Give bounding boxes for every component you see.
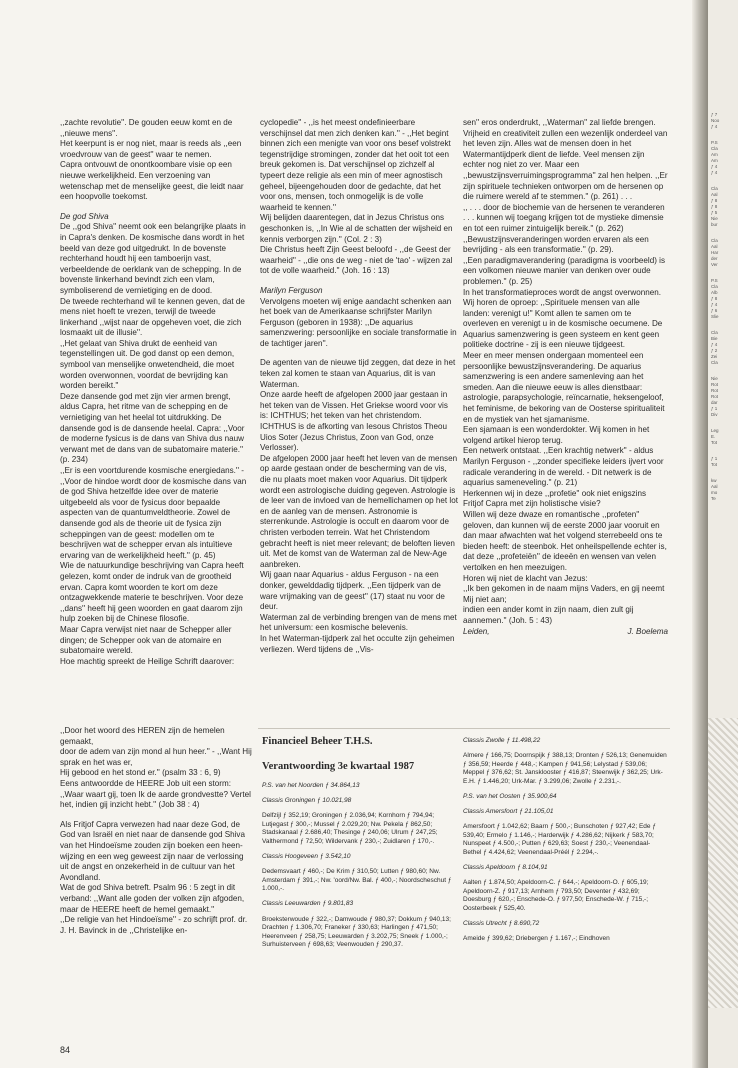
next-page-line: Cla — [711, 238, 718, 243]
next-page-line: Rot — [711, 382, 719, 387]
paragraph: indien een ander komt in zijn naam, dien zult gij aannemen.'' (Joh. 5 : 43) — [463, 605, 634, 625]
classis-heading: P.S. van het Oosten ƒ 35.900,64 — [463, 792, 557, 800]
section-heading: De god Shiva — [60, 211, 109, 221]
paragraph: Wij belijden daarentegen, dat in Jezus Christus ons geschonken is, ,,In Wie al de schatten der wijsheid en kennis verborgen zijn.'' (Col. 2 : 3) — [260, 213, 453, 244]
next-page-line: Rot — [711, 394, 719, 399]
next-page-line: Aal — [711, 192, 718, 197]
next-page-line: Leg — [711, 428, 719, 433]
next-page-line: Nie — [711, 216, 718, 221]
next-page-line: ƒ 2 — [711, 348, 718, 353]
paragraph: ,,Door het woord des HEREN zijn de hemelen gemaakt, — [60, 726, 225, 746]
next-page-line: P.S — [711, 278, 718, 283]
next-page-line: der — [711, 256, 718, 261]
paragraph: Wat de god Shiva betreft. Psalm 96 : 5 zegt in dit verband: ,,Want alle goden der volken zijn afgoden, maar de HEERE heeft de hemel gemaakt.'' — [60, 883, 245, 914]
paragraph: Almere ƒ 166,75; Doornspijk ƒ 388,13; Dronten ƒ 526,13; Genemuiden ƒ 356,59; Heerde ƒ 448,-; Kampen ƒ 941,56; Lelystad ƒ 539,06; Meppel ƒ 376,62; St. Jansklooster ƒ 416,87; Steenwijk ƒ 362,25; Urk-E.H. ƒ 1.446,20; Urk-Mar. ƒ 3.299,06; Zwolle ƒ 2.231,-. — [463, 752, 667, 785]
next-page-line: ƒ 4 — [711, 302, 718, 307]
finance-subtitle: Verantwoording 3e kwartaal 1987 — [262, 761, 415, 772]
finance-left-list — [262, 782, 458, 950]
article-column-1-continued — [60, 726, 252, 936]
paragraph: Een netwerk ontstaat. ,,Een krachtig netwerk'' - aldus Marilyn Ferguson - ,,zonder specifieke leiders ijvert voor radicale verandering in de wereld. - Dit netwerk is de aquarius sameneveling.'' (p. 21) — [463, 446, 664, 488]
next-page-line: Cla — [711, 284, 718, 289]
next-page-line: Tot — [711, 462, 718, 467]
signature-place: Leiden, — [463, 626, 490, 636]
next-page-line: bur — [711, 222, 718, 227]
next-page-line: ƒ 1 — [711, 406, 718, 411]
next-page-line: Nie — [711, 376, 718, 381]
next-page-line: mo — [711, 490, 718, 495]
paragraph: ,,zachte revolutie''. De gouden eeuw komt en de ,,nieuwe mens''. — [60, 118, 233, 138]
next-page-line: Har — [711, 250, 719, 255]
paragraph: Ameide ƒ 399,62; Driebergen ƒ 1.167,-; Eindhoven — [463, 935, 610, 943]
next-page-line: Ver — [711, 262, 718, 267]
next-page-line: Am — [711, 158, 718, 163]
next-page-line: ƒ 4 — [711, 164, 718, 169]
paragraph: Broeksterwoude ƒ 322,-; Damwoude ƒ 980,37; Dokkum ƒ 940,13; Drachten ƒ 1.306,70; Franeker ƒ 330,63; Harlingen ƒ 471,50; Heerenveen ƒ 258,75; Leeuwarden ƒ 3.202,75; Sneek ƒ 1.000,-; Surhuisterveen ƒ 698,63; Veenwouden ƒ 290,37. — [262, 915, 451, 949]
article-column-2 — [260, 118, 458, 655]
paragraph: Delfzijl ƒ 352,19; Groningen ƒ 2.036,94; Kornhorn ƒ 794,94; Lutjegast ƒ 300,-; Mussel ƒ 2.029,20; Nw. Pekela ƒ 862,50; Stadskanaal ƒ 2.686,40; Thesinge ƒ 240,06; Ulrum ƒ 247,25; Valthermond ƒ 72,50; Wildervank ƒ 230,-; Zuidlaren ƒ 170,-. — [262, 812, 438, 845]
next-page-line: ƒ 6 — [711, 308, 718, 313]
next-page-line: ƒ 8 — [711, 198, 718, 203]
next-page-line: ƒ 1 — [711, 456, 718, 461]
article-column-1 — [60, 118, 252, 667]
next-page-line: Aal — [711, 244, 718, 249]
next-page-line: ƒ 4 — [711, 170, 718, 175]
signature — [463, 627, 668, 638]
paragraph: Amersfoort ƒ 1.042,62; Baarn ƒ 500,-; Bunschoten ƒ 927,42; Ede ƒ 539,40; Ermelo ƒ 1.146,-; Harderwijk ƒ 4.286,62; Nijkerk ƒ 583,70; Nunspeet ƒ 4.500,-; Putten ƒ 629,63; Soest ƒ 230,-; Veenendaal-Bethel ƒ 4.424,62; Veenendaal-Préél ƒ 2.294,-. — [463, 823, 656, 856]
page-number: 84 — [60, 1045, 71, 1055]
next-page-line: P.S — [711, 140, 718, 145]
paragraph: cyclopedie'' - ,,is het meest ondefinieerbare verschijnsel dat men zich denken kan.'' - ,,Het begint binnen zich een menigte van voor ons besef volstrekt tegenstrijdige stromingen, zonder dat het ooit tot een breuk gekomen is. Dat verschijnsel op zichzelf al typeert deze religie als een min of meer agnostisch geheel, bijeengehouden door de gedachte, dat het voor ons, mensen, toch onmogelijk is de volle waarheid te kennen.'' — [260, 118, 451, 212]
paragraph: Onze aarde heeft de afgelopen 2000 jaar gestaan in het teken van de Vissen. Het Griekse woord voor vis is: ICHTHUS; het teken van het christendom. ICHTHUS is de afkorting van Iesous Christos Theou Uios Soter (Jezus Christus, Zoon van God, onze Verlosser). — [260, 390, 448, 453]
next-page-line: Cla — [711, 360, 718, 365]
paragraph: Die Christus heeft Zijn Geest beloofd - ,,de Geest der waarheid'' - ,,die ons de weg - niet de 'tao' - wijzen zal tot de volle waarheid.'' (Joh. 16 : 13) — [260, 245, 453, 276]
next-page-line: Rot — [711, 388, 719, 393]
section-heading: Marilyn Ferguson — [260, 285, 323, 295]
classis-heading: Classis Apeldoorn ƒ 8.104,91 — [463, 864, 548, 872]
next-page-line: Cla — [711, 146, 718, 151]
next-page-line: Zei — [711, 354, 718, 359]
next-page-line: ƒ 5 — [711, 210, 718, 215]
paragraph: Hoe machtig spreekt de Heilige Schrift daarover: — [60, 656, 235, 666]
paragraph: Capra ontvouwt de onontkoombare visie op een nieuwe werkelijkheid. Een verzoening van wetenschap met de menselijke geest, die leidt naar een hoopvolle toekomst. — [60, 160, 244, 202]
paragraph: Wij gaan naar Aquarius - aldus Ferguson - na een donker, gewelddadig tijdperk. ,,Een tijdperk van de ware vrijmaking van de geest'' (17) staat nu voor de deur. — [260, 570, 445, 612]
book-gutter — [692, 0, 708, 1068]
paragraph: ,,De religie van het Hindoeïsme'' - zo schrijft prof. dr. J. H. Bavinck in de ,,Christelijke en- — [60, 915, 248, 935]
paragraph: De afgelopen 2000 jaar heeft het leven van de mensen op aarde gestaan onder de bescherming van de vis, die nu plaats moet maken voor Aquarius. Dit tijdperk wordt een astrologische duiding gegeven. Astrologie is de leer van de invloed van de hemellichamen op het lot en de aanleg van de mensen. Astronomie is sterrenkunde. Astrologie is occult en daarom voor de christen verboden terrein. Wat het Christendom gebracht heeft is niet meer relevant; de beloften lieven uit. Met de komst van de Waterman zal de New-Age aanbreken. — [260, 453, 458, 569]
paragraph: Waterman zal de verbinding brengen van de mens met het universum: een kosmische belevenis. — [260, 612, 457, 633]
paragraph: ,,Waar waart gij, toen Ik de aarde grondvestte? Vertel het, indien gij inzicht hebt.'' (Job 38 : 4) — [60, 789, 251, 810]
paragraph: Meer en meer mensen ondergaan momenteel een persoonlijke bewustzijnsverandering. De aquarius samenzwering is een andere samenleving aan het smeden. Aan die nieuwe eeuw is alles dienstbaar: astrologie, parapsychologie, reïncarnatie, heksengeloof, het feminisme, de bekoring van de Oosterse spiritualiteit en de mystiek van het sjamanisme. — [463, 351, 665, 424]
article-column-3-text — [463, 118, 668, 627]
paragraph: De tweede rechterhand wil te kennen geven, dat de mens niet hoeft te vrezen, terwijl de tweede linkerhand ,,wijst naar de opgeheven voet, die zich losmaakt uit de illusie''. — [60, 296, 245, 338]
paragraph: Een sjamaan is een wonderdokter. Wij komen in het volgend artikel hierop terug. — [463, 425, 650, 445]
paragraph: Maar Capra verwijst niet naar de Schepper aller dingen; de Schepper ook van de atomaire en subatomaire wereld. — [60, 624, 232, 656]
next-page-line: ƒ 4 — [711, 124, 718, 129]
paragraph: Vervolgens moeten wij enige aandacht schenken aan het boek van de Amerikaanse schrijfster Marilyn Ferguson (geboren in 1938): ,,De aquarius samenzwering: persoonlijke en sociale transformatie in de tachtiger jaren''. — [260, 296, 457, 348]
signature-author: J. Boelema — [627, 626, 668, 636]
paragraph: Horen wij niet de klacht van Jezus: — [463, 573, 588, 583]
paragraph: Eens antwoordde de HEERE Job uit een storm: — [60, 778, 231, 788]
next-page-line: kw — [711, 478, 717, 483]
paragraph: De agenten van de nieuwe tijd zeggen, dat deze in het teken zal komen te staan van Aquarius, dit is van Waterman. — [260, 358, 456, 389]
finance-section — [262, 736, 458, 956]
classis-heading: P.S. van het Noorden ƒ 34.864,13 — [262, 782, 360, 789]
next-page-line: ƒ 4 — [711, 342, 718, 347]
paragraph: In het Waterman-tijdperk zal het occulte zijn geheimen verliezen. Werd tijdens de ,,Vis- — [260, 633, 455, 654]
paragraph: ,,Er is een voortdurende kosmische energiedans.'' - ,,Voor de hindoe wordt door de kosmische dans van de god Shiva hetzelfde idee over de materie uitgebeeld als voor de fysicus door bepaalde aspecten van de quantumveldtheorie. Zowel de dansende god als de theorie uit de fysica zijn scheppingen van de geest: modellen om te beschrijven wat de schepper ervan als intuïtieve ervaring van de werkelijkheid heeft.'' (p. 45) — [60, 466, 247, 560]
paragraph: ,, . . . door de biochemie van de hersenen te veranderen . . . kunnen wij toegang krijgen tot de mystieke dimensie en tot een ruimer zintuigelijk bereik.'' (p. 262) ,,Bewustzijnsveranderingen worden ervaren als een bevrijding - als een transformatie.'' (p. 29). — [463, 202, 665, 255]
next-page-line: ƒ 8 — [711, 204, 718, 209]
paragraph: Wie de natuurkundige beschrijving van Capra heeft gelezen, komt onder de indruk van de grootheid ervan. Capra komt woorden te kort om deze ontzagwekkende materie te beschrijven. Voor deze ,,dans'' heeft hij geen woorden en gaat daarom zijn hulp zoeken bij de Chinese filosofie. — [60, 561, 244, 624]
next-page-line: Cla — [711, 330, 718, 335]
paragraph: door de adem van zijn mond al hun heer.'' - ,,Want Hij sprak en het was er, — [60, 747, 252, 767]
next-page-line: E. — [711, 434, 716, 439]
next-page-line: Am — [711, 152, 718, 157]
classis-heading: Classis Zwolle ƒ 11.498,22 — [463, 737, 541, 744]
paragraph: Willen wij deze dwaze en romantische ,,profeten'' geloven, dan kunnen wij de eerste 2000 jaar vooruit en dan maar afwachten wat het volgend sterrebeeld ons te bieden heeft: de steenbok. Het onheilspellende echter is, dat deze ,,profeteiën'' de ideeën en wensen van velen vertolken en hen meezuigen. — [463, 509, 667, 572]
classis-heading: Classis Leeuwarden ƒ 9.801,83 — [262, 900, 354, 908]
paragraph: sen'' eros onderdrukt, ,,Waterman'' zal liefde brengen. Vrijheid en creativiteit zullen een wezenlijk onderdeel van het leven zijn. Alles wat de mensen doen in het Watermantijdperk dient de liefde. Veel mensen zijn echter nog niet zo ver. Maar een ,,bewustzijnsverruimingsprogramma'' zal hen helpen. ,,Er zijn spirituele technieken ontworpen om de hersenen op die ruimere wereld af te stemmen.'' (p. 261) . . . — [463, 118, 668, 202]
classis-heading: Classis Utrecht ƒ 8.690,72 — [463, 920, 540, 927]
next-page-line: ƒ 7 — [711, 112, 718, 117]
paragraph: Herkennen wij in deze ,,profetie'' ook niet enigszins Fritjof Capra met zijn holistische visie? — [463, 488, 647, 509]
next-page-line: dar — [711, 400, 718, 405]
paragraph: ,,Het gelaat van Shiva drukt de eenheid van tegenstellingen uit. De god danst op een demon, symbool van menselijke onwetendheid, die moet worden overwonnen, voordat de bevrijding kan worden bereikt.'' — [60, 338, 235, 391]
finance-right-list — [463, 731, 668, 950]
next-page-line: Bie — [711, 336, 718, 341]
next-page-line: Aal — [711, 484, 718, 489]
section-divider — [258, 728, 670, 729]
classis-heading: Classis Groningen ƒ 10.021,98 — [262, 797, 352, 805]
paragraph: ,,Ik ben gekomen in de naam mijns Vaders, en gij neemt Mij niet aan; — [463, 584, 665, 604]
paragraph: Dedemsvaart ƒ 460,-; De Krim ƒ 310,50; Lutten ƒ 980,60; Nw. Amsterdam ƒ 391,-; Nw. 'oord/Nw. Bal. ƒ 400,-; Noordscheschut ƒ 1.000,-. — [262, 868, 452, 893]
next-page-line: Tot — [711, 440, 718, 445]
paragraph: Aalten ƒ 1.874,50; Apeldoorn-C. ƒ 644,-; Apeldoorn-O. ƒ 605,19; Apeldoorn-Z. ƒ 917,13; Arnhem ƒ 793,50; Deventer ƒ 432,69; Doesburg ƒ 620,-; Enschede-O. ƒ 977,50; Enschede-W. ƒ 715,-; Oosterbeek ƒ 525,40. — [463, 879, 649, 912]
next-page-line: Slie — [711, 314, 719, 319]
paragraph: Het keerpunt is er nog niet, maar is reeds als ,,een vroedvrouw van de geest'' waar te nemen. — [60, 139, 242, 159]
next-page-line: ƒ 8 — [711, 296, 718, 301]
paragraph: Als Fritjof Capra verwezen had naar deze God, de God van Israël en niet naar de dansende god Shiva van het Hindoeïsme zouden zijn boeken een heen-wijzing en een weg geweest zijn naar de verlossing uit de angst en onzekerheid in de cultuur van het Avondland. — [60, 819, 245, 882]
article-column-3 — [463, 118, 668, 637]
next-page-line: Noo — [711, 118, 720, 123]
paragraph: Deze dansende god met zijn vier armen brengt, aldus Capra, het ritme van de schepping en de vernietiging van het heelal tot uitdrukking. De dansende god is de dansende heelal. Capra: ,,Voor de moderne fysicus is de dans van Shiva dus nauw verwant met de dans van de subatomaire materie.'' (p. 234) — [60, 391, 245, 465]
next-page-fragments — [711, 112, 719, 502]
next-page-hatched-border — [708, 718, 738, 1008]
next-page-line: Cla — [711, 186, 718, 191]
finance-title: Financieel Beheer T.H.S. — [262, 736, 373, 747]
paragraph: De ,,god Shiva'' neemt ook een belangrijke plaats in in Capra's denken. De kosmische dans wordt in het beeld van deze god uitgedrukt. In de bovenste rechterhand houdt hij een tamboerijn vast, verbeeldende de oerklank van de schepping. In de bovenste linkerhand bevindt zich een vlam, symboliserend de vernietiging en de dood. — [60, 222, 246, 295]
classis-heading: Classis Hoogeveen ƒ 3.542,10 — [262, 853, 351, 861]
next-page-line: Div — [711, 412, 718, 417]
paragraph: In het transformatieproces wordt de angst overwonnen. Wij horen de oproep: ,,Spirituele mensen van alle landen: verenigt u!'' Komt allen te samen om te overleven en verenigt u in de kosmische oecumene. De Aquarius samenzwering is geen systeem en kent geen politieke doctrine - zij is een nieuwe tijdgeest. — [463, 287, 663, 350]
next-page-line: Te — [711, 496, 716, 501]
classis-heading: Classis Amersfoort ƒ 21.105,01 — [463, 808, 554, 816]
next-page-line: Alb — [711, 290, 718, 295]
paragraph: ,,Een paradigmaverandering (paradigma is voorbeeld) is een volkomen nieuwe manier van denken over oude problemen.'' (p. 25) — [463, 255, 666, 286]
paragraph: Hij gebood en het stond er.'' (psalm 33 : 6, 9) — [60, 768, 221, 778]
